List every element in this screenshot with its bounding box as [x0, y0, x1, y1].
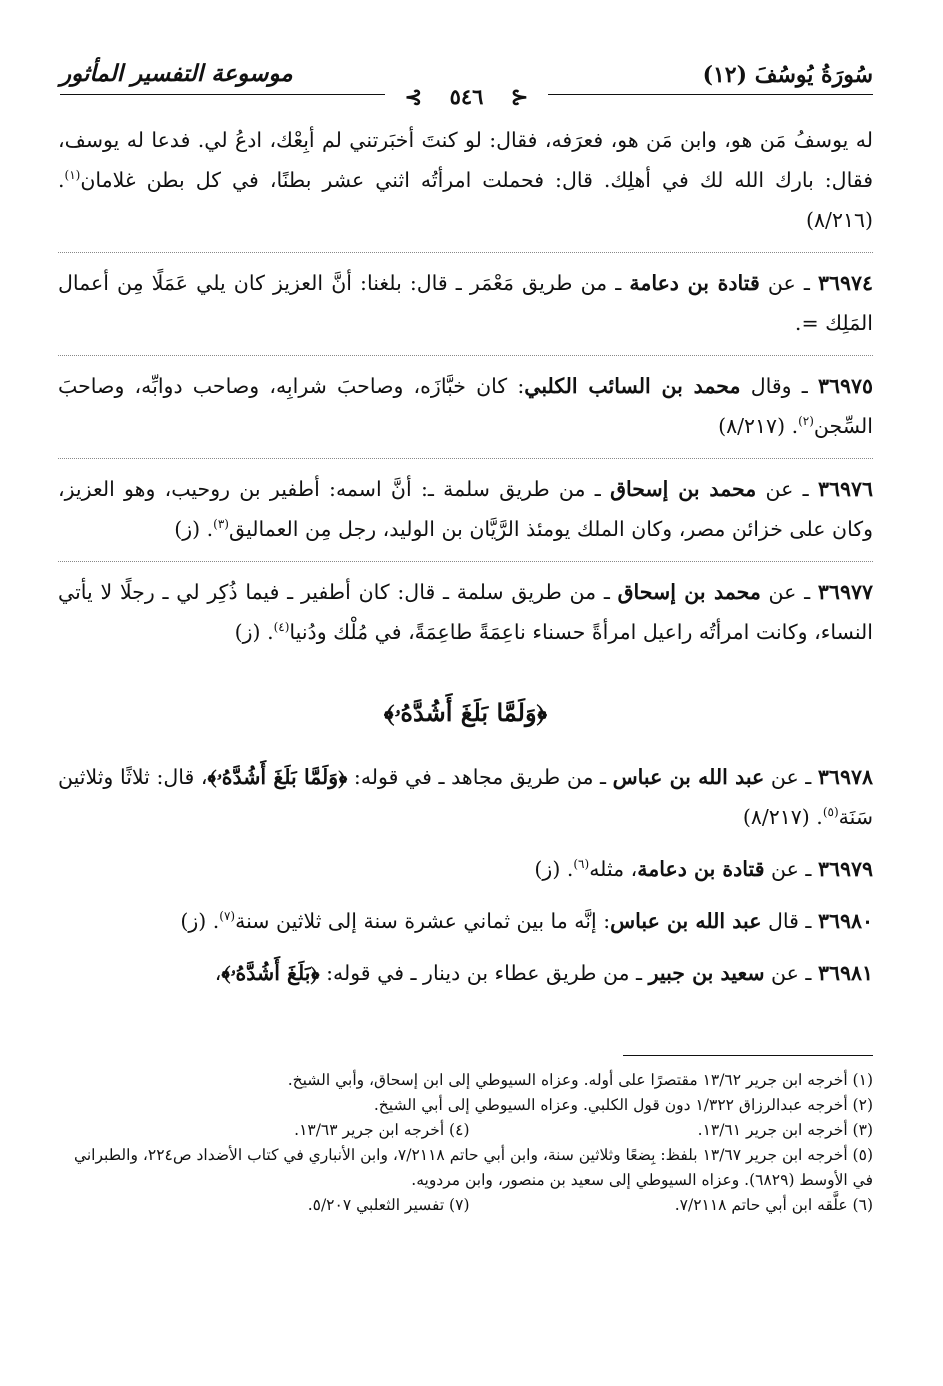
footnote: (١) أخرجه ابن جرير ١٣/٦٢ مقتصرًا على أوله. وعزاه السيوطي إلى ابن إسحاق، وأبي الشيخ.: [287, 1071, 873, 1089]
page-number: ٥٤٦: [440, 84, 494, 109]
ornament-icon: ⊱: [395, 84, 433, 109]
entry-number: ٣٦٩٨١: [817, 961, 873, 985]
footnote: (٧) تفسير الثعلبي ٥/٢٠٧.: [307, 1196, 470, 1214]
footnote: (٦) علَّقه ابن أبي حاتم ٧/٢١١٨.: [674, 1196, 873, 1214]
paragraph: ٣٦٩٧٨ ـ عن عبد الله بن عباس ـ من طريق مجاهد ـ في قوله: ﴿وَلَمَّا بَلَغَ أَشُدَّهُۥ﴾، قال: ثلاثًا وثلاثين سَنَة$^{(٥)}$. (٨/٢١٧): [58, 765, 873, 829]
footnote-ref: (٢): [798, 414, 814, 429]
footnote-ref: (٤): [273, 620, 290, 635]
surah-title: سُورَةُ يُوسُفَ (١٢): [702, 62, 873, 88]
paragraph: ٣٦٩٧٦ ـ عن محمد بن إسحاق ـ من طريق سلمة ـ: أنَّ اسمه: أطفير بن روحيب، وهو العزيز، وكان على خزائن مصر، وكان الملك يومئذ الرَّيَّان بن الوليد، رجل مِن العماليق$^{(٣)}$. (ز): [58, 477, 873, 541]
entry-number: ٣٦٩٧٦: [817, 477, 873, 501]
section-heading: ﴿وَلَمَّا بَلَغَ أَشُدَّهُۥ﴾: [383, 698, 548, 727]
narrator-name: قتادة بن دعامة: [629, 271, 760, 295]
separator: [58, 355, 873, 356]
separator: [58, 252, 873, 253]
entry-number: ٣٦٩٨٠: [817, 909, 873, 933]
footnote: (٥) أخرجه ابن جرير ١٣/٦٧ بلفظ: بِضعًا وثلاثين سنة، وابن أبي حاتم ٧/٢١١٨، وابن الأنباري في كتاب الأضداد ص٢٢٤، والطبراني في الأوسط (٦٨٢٩). وعزاه السيوطي إلى سعيد بن منصور، وابن مردويه.: [73, 1146, 873, 1189]
footnote-ref: (١): [64, 168, 81, 183]
ornament-icon: ⊰: [501, 84, 539, 109]
entry-number: ٣٦٩٧٤: [817, 271, 873, 295]
paragraph: له يوسفُ مَن هو، وابن مَن هو، فعرَفه، فقال: لو كنتَ أخبَرتني لم أبِعْك، ادعُ لي. فدعا له يوسف، فقال: بارك الله لك في أهلِك. قال: فحملت امرأتُه اثني عشر بطنًا، في كل بطن غلامان$^{(١)}$. (٨/٢١٦): [58, 128, 873, 232]
narrator-name: عبد الله بن عباس: [612, 765, 765, 789]
entry-number: ٣٦٩٧٥: [817, 374, 873, 398]
main-text: [58, 120, 873, 1005]
entry-number: ٣٦٩٧٩: [817, 857, 873, 881]
narrator-name: محمد بن إسحاق: [610, 477, 757, 501]
book-title: موسوعة التفسير المأثور: [60, 60, 293, 87]
footnote-ref: (٣): [213, 517, 229, 532]
paragraph: ٣٦٩٧٥ ـ وقال محمد بن السائب الكلبي: كان خبَّازَه، وصاحبَ شرابِه، وصاحب دوابِّه، وصاحبَ السِّجن$^{(٢)}$. (٨/٢١٧): [58, 374, 873, 438]
separator: [58, 561, 873, 562]
paragraph: ٣٦٩٨١ ـ عن سعيد بن جبير ـ من طريق عطاء بن دينار ـ في قوله: ﴿بَلَغَ أَشُدَّهُۥ﴾،: [214, 961, 873, 985]
paragraph: ٣٦٩٨٠ ـ قال عبد الله بن عباس: إنَّه ما بين ثماني عشرة سنة إلى ثلاثين سنة$^{(٧)}$. (ز): [180, 909, 873, 933]
footnote-rule: [623, 1055, 873, 1056]
footnote-ref: (٥): [822, 805, 839, 820]
entry-number: ٣٦٩٧٧: [817, 580, 873, 604]
footnote-ref: (٦): [573, 857, 590, 872]
narrator-name: قتادة بن دعامة: [637, 857, 765, 881]
quran-quote: ﴿وَلَمَّا بَلَغَ أَشُدَّهُۥ﴾: [207, 765, 348, 789]
paragraph: ٣٦٩٧٧ ـ عن محمد بن إسحاق ـ من طريق سلمة ـ قال: كان أطفير ـ فيما ذُكِر لي ـ رجلًا لا يأتي النساء، وكانت امرأتُه راعيل امرأةً حسناء ناعِمَةً طاعِمَةً، في مُلْك ودُنيا$^{(٤)}$. (ز): [58, 580, 873, 644]
quran-quote: ﴿بَلَغَ أَشُدَّهُۥ﴾: [221, 961, 320, 985]
paragraph: ٣٦٩٧٤ ـ عن قتادة بن دعامة ـ من طريق مَعْمَر ـ قال: بلغنا: أنَّ العزيز كان يلي عَمَلًا مِن أعمال المَلِك =.: [58, 271, 873, 335]
running-header: [60, 58, 873, 109]
narrator-name: عبد الله بن عباس: [610, 909, 762, 933]
paragraph: ٣٦٩٧٩ ـ عن قتادة بن دعامة، مثله$^{(٦)}$. (ز): [534, 857, 873, 881]
narrator-name: سعيد بن جبير: [648, 961, 765, 985]
narrator-name: محمد بن السائب الكلبي: [524, 374, 741, 398]
footnotes: [66, 1068, 873, 1218]
footnote: (٤) أخرجه ابن جرير ١٣/٦٣.: [294, 1121, 470, 1139]
footnote: (٣) أخرجه ابن جرير ١٣/٦١.: [697, 1121, 873, 1139]
separator: [58, 458, 873, 459]
footnote: (٢) أخرجه عبدالرزاق ١/٣٢٢ دون قول الكلبي. وعزاه السيوطي إلى أبي الشيخ.: [373, 1096, 873, 1114]
footnote-ref: (٧): [219, 909, 236, 924]
entry-number: ٣٦٩٧٨: [817, 765, 873, 789]
narrator-name: محمد بن إسحاق: [617, 580, 761, 604]
